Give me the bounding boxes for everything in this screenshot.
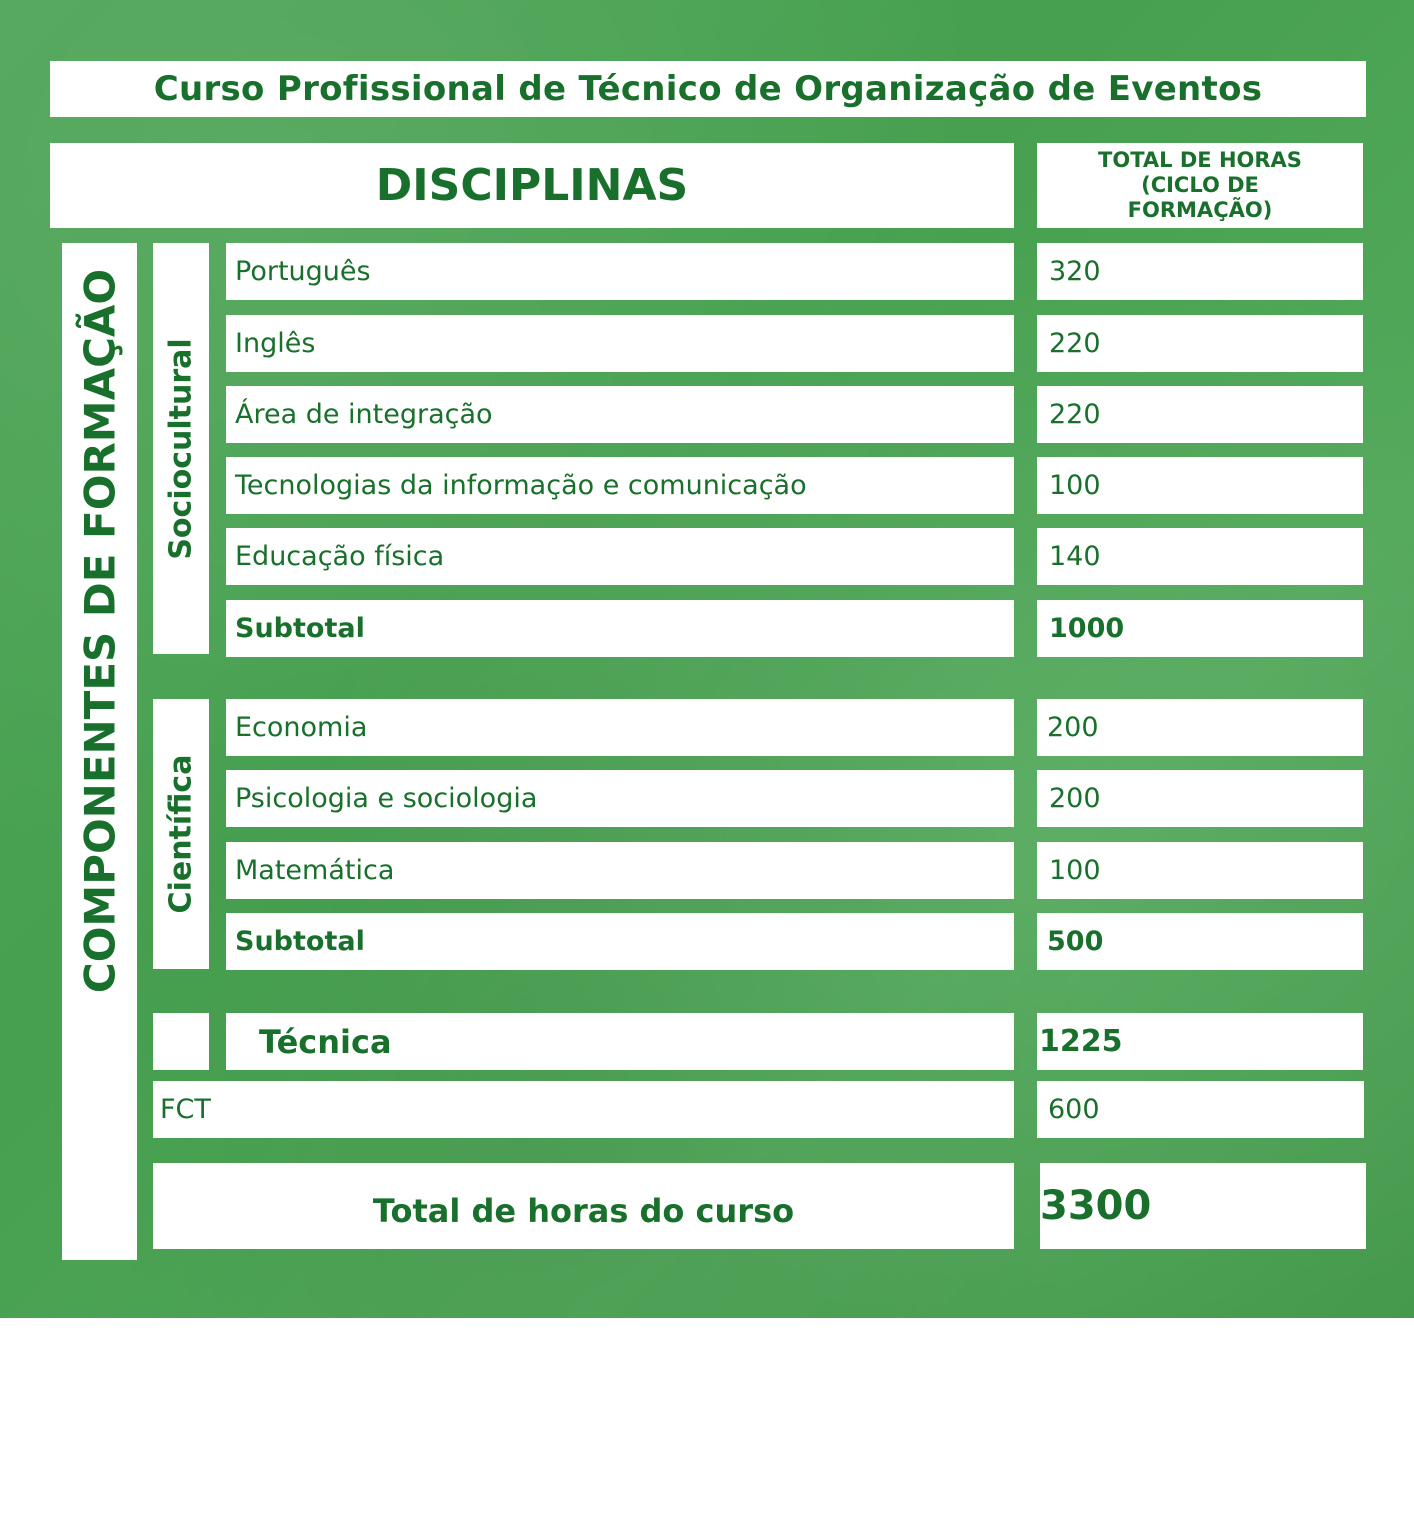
header-total-horas bbox=[1037, 143, 1363, 228]
fct-label: FCT bbox=[153, 1081, 1014, 1138]
tecnica-spacer-box bbox=[153, 1013, 209, 1070]
sociocultural-subtotal-label: Subtotal bbox=[226, 600, 1014, 657]
header-disciplinas: DISCIPLINAS bbox=[50, 143, 1014, 228]
table-row-discipline: Matemática bbox=[226, 842, 1014, 899]
table-row-hours: 320 bbox=[1037, 243, 1363, 300]
table-row-discipline: Tecnologias da informação e comunicação bbox=[226, 457, 1014, 514]
tecnica-hours: 1225 bbox=[1037, 1013, 1363, 1070]
table-row-discipline: Português bbox=[226, 243, 1014, 300]
componentes-label: COMPONENTES DE FORMAÇÃO bbox=[75, 268, 124, 994]
componentes-label-box bbox=[62, 243, 137, 1260]
table-row-discipline: Inglês bbox=[226, 315, 1014, 372]
table-row-hours: 100 bbox=[1037, 842, 1363, 899]
table-row-discipline: Economia bbox=[226, 699, 1014, 756]
table-row-hours: 140 bbox=[1037, 528, 1363, 585]
table-row-discipline: Educação física bbox=[226, 528, 1014, 585]
table-row-hours: 220 bbox=[1037, 315, 1363, 372]
cientifica-subtotal-value: 500 bbox=[1037, 913, 1363, 970]
table-row-hours: 200 bbox=[1037, 770, 1363, 827]
table-row-discipline: Área de integração bbox=[226, 386, 1014, 443]
tecnica-label: Técnica bbox=[226, 1013, 1014, 1070]
table-row-hours: 200 bbox=[1037, 699, 1363, 756]
total-label: Total de horas do curso bbox=[153, 1163, 1014, 1249]
sociocultural-label: Sociocultural bbox=[163, 337, 199, 560]
page-title: Curso Profissional de Técnico de Organização de Eventos bbox=[50, 61, 1366, 117]
cientifica-label-box bbox=[153, 699, 209, 969]
table-row-hours: 220 bbox=[1037, 386, 1363, 443]
cientifica-label: Científica bbox=[163, 754, 199, 914]
sociocultural-subtotal-value: 1000 bbox=[1037, 600, 1363, 657]
table-row-discipline: Psicologia e sociologia bbox=[226, 770, 1014, 827]
total-hours: 3300 bbox=[1040, 1163, 1366, 1249]
cientifica-subtotal-label: Subtotal bbox=[226, 913, 1014, 970]
sociocultural-label-box bbox=[153, 243, 209, 654]
table-row-hours: 100 bbox=[1037, 457, 1363, 514]
header-total-horas-label: TOTAL DE HORAS (CICLO DE FORMAÇÃO) bbox=[1098, 147, 1302, 223]
fct-hours: 600 bbox=[1037, 1081, 1364, 1138]
